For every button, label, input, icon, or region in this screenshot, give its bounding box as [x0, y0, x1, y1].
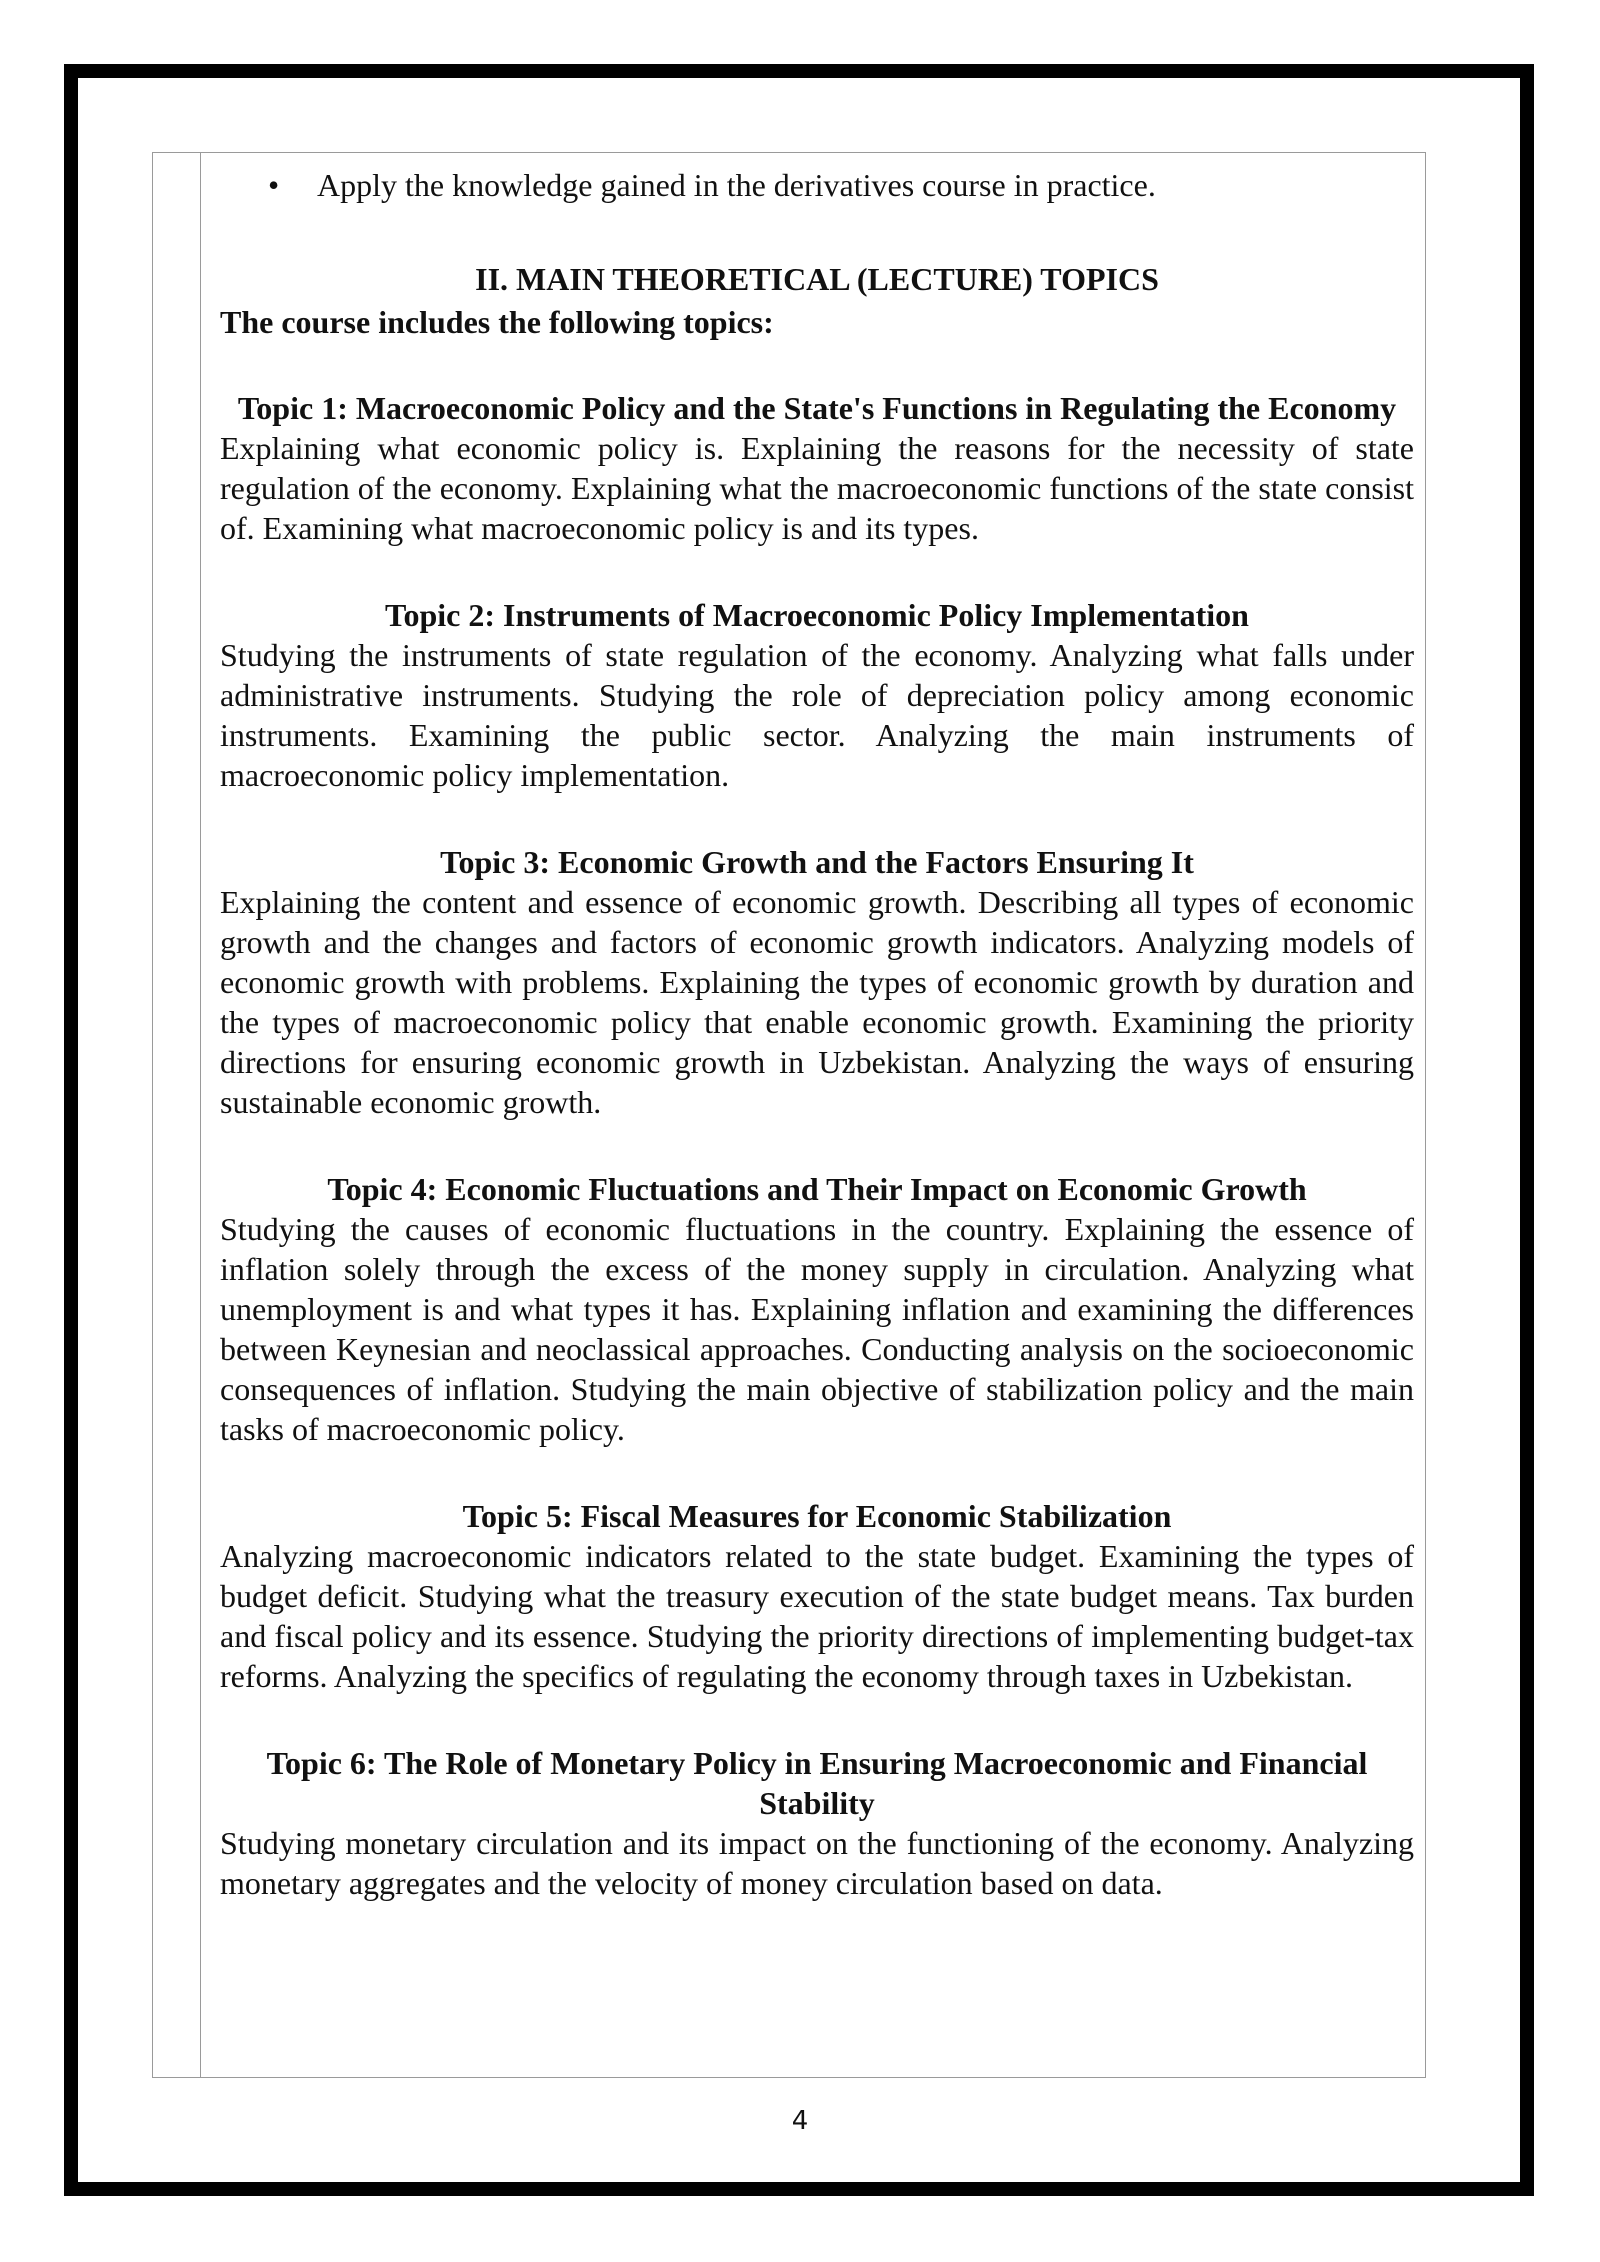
topic-4 — [220, 1169, 1414, 1449]
bullet-text: Apply the knowledge gained in the derivatives course in practice. — [317, 167, 1156, 203]
bullet-mark: • — [268, 167, 280, 203]
topic-title: Topic 4: Economic Fluctuations and Their Impact on Economic Growth — [327, 1171, 1307, 1207]
topic-2 — [220, 595, 1414, 795]
topic-body: Explaining the content and essence of economic growth. Describing all types of economic growth and the changes and factors of economic growth indicators. Analyzing models of economic growth with problems. Explaining the types of economic growth by duration and the types of macroeconomic policy that enable economic growth. Examining the priority directions for ensuring economic growth in Uzbekistan. Analyzing the ways of ensuring sustainable economic growth. — [220, 884, 1414, 1120]
topic-3 — [220, 842, 1414, 1122]
topic-body: Studying the causes of economic fluctuations in the country. Explaining the essence of inflation solely through the excess of the money supply in circulation. Analyzing what unemployment is and what types it has. Explaining inflation and examining the differences between Keynesian and neoclassical approaches. Conducting analysis on the socioeconomic consequences of inflation. Studying the main objective of stabilization policy and the main tasks of macroeconomic policy. — [220, 1211, 1414, 1447]
topic-title: Topic 5: Fiscal Measures for Economic Stabilization — [462, 1498, 1172, 1534]
topic-title: Topic 1: Macroeconomic Policy and the State's Functions in Regulating the Economy — [237, 390, 1397, 426]
topic-1 — [220, 388, 1414, 548]
section-intro: The course includes the following topics: — [220, 304, 774, 340]
topic-5 — [220, 1496, 1414, 1696]
page-number: 4 — [791, 2106, 809, 2136]
topic-body: Explaining what economic policy is. Explaining the reasons for the necessity of state regulation of the economy. Explaining what the macroeconomic functions of the state consist of. Examining what macroeconomic policy is and its types. — [220, 430, 1414, 546]
topic-body: Studying monetary circulation and its impact on the functioning of the economy. Analyzing monetary aggregates and the velocity of money circulation based on data. — [220, 1825, 1414, 1901]
left-column — [153, 153, 201, 2077]
topic-6 — [220, 1743, 1414, 1903]
bullet-item — [220, 165, 1414, 205]
topic-body: Studying the instruments of state regulation of the economy. Analyzing what falls under administrative instruments. Studying the role of depreciation policy among economic instruments. Examining the public sector. Analyzing the main instruments of macroeconomic policy implementation. — [220, 637, 1414, 793]
section-heading: II. MAIN THEORETICAL (LECTURE) TOPICS — [475, 261, 1159, 297]
topic-body: Analyzing macroeconomic indicators related to the state budget. Examining the types of budget deficit. Studying what the treasury execution of the state budget means. Tax burden and fiscal policy and its essence. Studying the priority directions of implementing budget-tax reforms. Analyzing the specifics of regulating the economy through taxes in Uzbekistan. — [220, 1538, 1414, 1694]
topic-title: Topic 6: The Role of Monetary Policy in Ensuring Macroeconomic and Financial Stability — [266, 1745, 1368, 1821]
topic-title: Topic 2: Instruments of Macroeconomic Policy Implementation — [385, 597, 1249, 633]
topic-title: Topic 3: Economic Growth and the Factors Ensuring It — [440, 844, 1194, 880]
content-table — [152, 152, 1426, 2078]
text-cell — [220, 165, 1414, 1903]
